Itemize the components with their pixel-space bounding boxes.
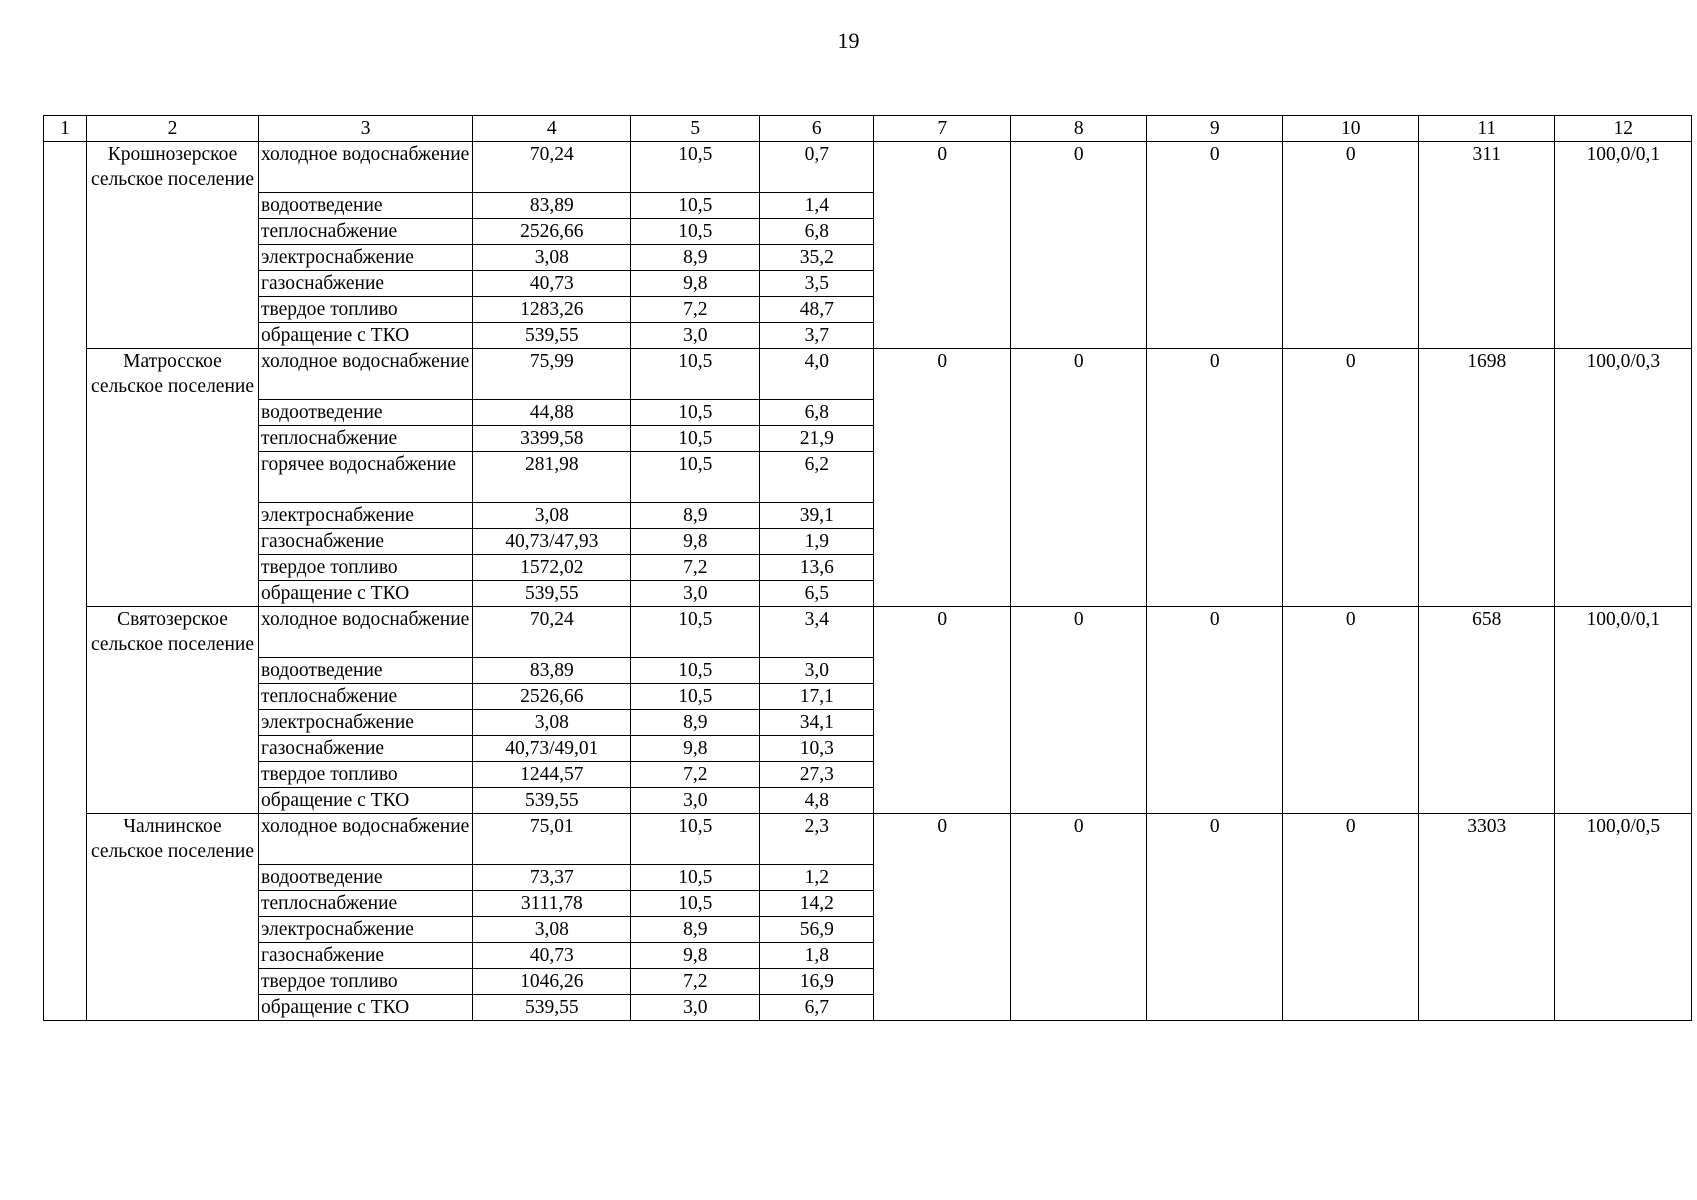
value-cell-c4: 40,73	[473, 943, 631, 969]
value-cell-c6: 34,1	[760, 710, 874, 736]
value-cell-c4: 40,73	[473, 271, 631, 297]
value-cell-c4: 3,08	[473, 710, 631, 736]
service-name: электроснабжение	[259, 503, 473, 529]
value-cell-c5: 9,8	[631, 736, 760, 762]
value-cell-c5: 9,8	[631, 529, 760, 555]
value-cell-c5: 7,2	[631, 297, 760, 323]
service-name: электроснабжение	[259, 710, 473, 736]
value-cell-c6: 48,7	[760, 297, 874, 323]
value-cell-c6: 6,8	[760, 400, 874, 426]
service-name: электроснабжение	[259, 245, 473, 271]
group-value-cell-c12: 100,0/0,1	[1555, 607, 1692, 814]
value-cell-c5: 7,2	[631, 762, 760, 788]
value-cell-c4: 83,89	[473, 193, 631, 219]
value-cell-c6: 2,3	[760, 814, 874, 865]
service-name: обращение с ТКО	[259, 788, 473, 814]
value-cell-c5: 10,5	[631, 891, 760, 917]
value-cell-c4: 281,98	[473, 452, 631, 503]
service-name: твердое топливо	[259, 555, 473, 581]
header-cell: 8	[1011, 116, 1147, 142]
value-cell-c6: 6,8	[760, 219, 874, 245]
header-cell: 12	[1555, 116, 1692, 142]
service-name: твердое топливо	[259, 762, 473, 788]
header-cell: 5	[631, 116, 760, 142]
value-cell-c5: 8,9	[631, 710, 760, 736]
value-cell-c5: 3,0	[631, 581, 760, 607]
value-cell-c4: 40,73/47,93	[473, 529, 631, 555]
value-cell-c4: 3,08	[473, 245, 631, 271]
value-cell-c6: 3,7	[760, 323, 874, 349]
value-cell-c6: 6,5	[760, 581, 874, 607]
value-cell-c5: 8,9	[631, 245, 760, 271]
value-cell-c5: 7,2	[631, 969, 760, 995]
value-cell-c5: 3,0	[631, 323, 760, 349]
service-name: теплоснабжение	[259, 684, 473, 710]
table-body	[44, 116, 1692, 1021]
group-value-cell-c12: 100,0/0,3	[1555, 349, 1692, 607]
value-cell-c6: 0,7	[760, 142, 874, 193]
value-cell-c6: 35,2	[760, 245, 874, 271]
service-name: твердое топливо	[259, 969, 473, 995]
value-cell-c6: 10,3	[760, 736, 874, 762]
table-row	[44, 607, 1692, 658]
value-cell-c6: 1,9	[760, 529, 874, 555]
service-name: обращение с ТКО	[259, 323, 473, 349]
table-row	[44, 814, 1692, 865]
header-cell: 11	[1419, 116, 1555, 142]
value-cell-c6: 1,4	[760, 193, 874, 219]
value-cell-c4: 75,99	[473, 349, 631, 400]
value-cell-c5: 7,2	[631, 555, 760, 581]
value-cell-c4: 1572,02	[473, 555, 631, 581]
service-name: газоснабжение	[259, 271, 473, 297]
value-cell-c6: 27,3	[760, 762, 874, 788]
service-name: теплоснабжение	[259, 891, 473, 917]
group-value-cell-c11: 311	[1419, 142, 1555, 349]
service-name: электроснабжение	[259, 917, 473, 943]
header-cell: 9	[1147, 116, 1283, 142]
service-name: теплоснабжение	[259, 219, 473, 245]
group-value-cell-c9: 0	[1147, 349, 1283, 607]
group-value-cell-c8: 0	[1011, 814, 1147, 1021]
settlement-name: Матросское сельское поселение	[87, 349, 259, 607]
header-cell: 4	[473, 116, 631, 142]
service-name: горячее водоснабжение	[259, 452, 473, 503]
value-cell-c5: 9,8	[631, 943, 760, 969]
value-cell-c4: 1046,26	[473, 969, 631, 995]
header-cell: 10	[1283, 116, 1419, 142]
group-value-cell-c7: 0	[874, 349, 1011, 607]
value-cell-c6: 13,6	[760, 555, 874, 581]
value-cell-c5: 10,5	[631, 426, 760, 452]
group-value-cell-c10: 0	[1283, 607, 1419, 814]
value-cell-c5: 10,5	[631, 607, 760, 658]
value-cell-c4: 75,01	[473, 814, 631, 865]
value-cell-c6: 1,8	[760, 943, 874, 969]
group-value-cell-c9: 0	[1147, 142, 1283, 349]
header-cell: 2	[87, 116, 259, 142]
service-name: водоотведение	[259, 400, 473, 426]
value-cell-c5: 10,5	[631, 684, 760, 710]
service-name: теплоснабжение	[259, 426, 473, 452]
settlement-name: Крошнозерское сельское поселение	[87, 142, 259, 349]
group-value-cell-c10: 0	[1283, 814, 1419, 1021]
settlement-name: Святозерское сельское поселение	[87, 607, 259, 814]
value-cell-c6: 6,2	[760, 452, 874, 503]
service-name: водоотведение	[259, 865, 473, 891]
group-value-cell-c11: 658	[1419, 607, 1555, 814]
value-cell-c4: 3,08	[473, 917, 631, 943]
group-value-cell-c9: 0	[1147, 814, 1283, 1021]
value-cell-c6: 14,2	[760, 891, 874, 917]
service-name: обращение с ТКО	[259, 581, 473, 607]
value-cell-c4: 70,24	[473, 607, 631, 658]
value-cell-c4: 539,55	[473, 323, 631, 349]
value-cell-c5: 10,5	[631, 219, 760, 245]
service-name: газоснабжение	[259, 943, 473, 969]
value-cell-c6: 39,1	[760, 503, 874, 529]
value-cell-c5: 10,5	[631, 349, 760, 400]
tariff-table	[43, 115, 1692, 1021]
value-cell-c6: 16,9	[760, 969, 874, 995]
value-cell-c5: 9,8	[631, 271, 760, 297]
settlement-name: Чалнинское сельское поселение	[87, 814, 259, 1021]
group-value-cell-c8: 0	[1011, 607, 1147, 814]
header-cell: 1	[44, 116, 87, 142]
group-value-cell-c9: 0	[1147, 607, 1283, 814]
row-number-cell	[44, 142, 87, 1021]
value-cell-c5: 10,5	[631, 400, 760, 426]
value-cell-c4: 539,55	[473, 581, 631, 607]
value-cell-c6: 3,4	[760, 607, 874, 658]
group-value-cell-c7: 0	[874, 142, 1011, 349]
value-cell-c4: 1283,26	[473, 297, 631, 323]
group-value-cell-c7: 0	[874, 814, 1011, 1021]
service-name: холодное водоснабжение	[259, 814, 473, 865]
table-row	[44, 142, 1692, 193]
value-cell-c6: 21,9	[760, 426, 874, 452]
value-cell-c6: 4,8	[760, 788, 874, 814]
header-cell: 6	[760, 116, 874, 142]
value-cell-c4: 44,88	[473, 400, 631, 426]
value-cell-c6: 3,5	[760, 271, 874, 297]
value-cell-c6: 6,7	[760, 995, 874, 1021]
service-name: обращение с ТКО	[259, 995, 473, 1021]
service-name: водоотведение	[259, 193, 473, 219]
value-cell-c4: 2526,66	[473, 684, 631, 710]
value-cell-c4: 3,08	[473, 503, 631, 529]
value-cell-c6: 1,2	[760, 865, 874, 891]
group-value-cell-c8: 0	[1011, 142, 1147, 349]
page-number: 19	[837, 28, 860, 53]
group-value-cell-c12: 100,0/0,1	[1555, 142, 1692, 349]
group-value-cell-c11: 3303	[1419, 814, 1555, 1021]
value-cell-c4: 70,24	[473, 142, 631, 193]
group-value-cell-c11: 1698	[1419, 349, 1555, 607]
value-cell-c4: 3111,78	[473, 891, 631, 917]
value-cell-c5: 3,0	[631, 995, 760, 1021]
group-value-cell-c10: 0	[1283, 142, 1419, 349]
value-cell-c6: 3,0	[760, 658, 874, 684]
group-value-cell-c7: 0	[874, 607, 1011, 814]
value-cell-c5: 10,5	[631, 193, 760, 219]
value-cell-c6: 4,0	[760, 349, 874, 400]
value-cell-c4: 539,55	[473, 995, 631, 1021]
group-value-cell-c8: 0	[1011, 349, 1147, 607]
value-cell-c5: 10,5	[631, 452, 760, 503]
value-cell-c5: 8,9	[631, 917, 760, 943]
table-row	[44, 349, 1692, 400]
value-cell-c5: 3,0	[631, 788, 760, 814]
service-name: холодное водоснабжение	[259, 349, 473, 400]
value-cell-c6: 56,9	[760, 917, 874, 943]
header-row	[44, 116, 1692, 142]
value-cell-c5: 8,9	[631, 503, 760, 529]
value-cell-c4: 40,73/49,01	[473, 736, 631, 762]
value-cell-c5: 10,5	[631, 865, 760, 891]
value-cell-c4: 73,37	[473, 865, 631, 891]
service-name: холодное водоснабжение	[259, 607, 473, 658]
service-name: газоснабжение	[259, 736, 473, 762]
value-cell-c4: 2526,66	[473, 219, 631, 245]
value-cell-c4: 3399,58	[473, 426, 631, 452]
group-value-cell-c12: 100,0/0,5	[1555, 814, 1692, 1021]
value-cell-c5: 10,5	[631, 814, 760, 865]
value-cell-c5: 10,5	[631, 658, 760, 684]
group-value-cell-c10: 0	[1283, 349, 1419, 607]
value-cell-c4: 1244,57	[473, 762, 631, 788]
value-cell-c6: 17,1	[760, 684, 874, 710]
header-cell: 3	[259, 116, 473, 142]
service-name: твердое топливо	[259, 297, 473, 323]
service-name: холодное водоснабжение	[259, 142, 473, 193]
value-cell-c4: 539,55	[473, 788, 631, 814]
service-name: газоснабжение	[259, 529, 473, 555]
header-cell: 7	[874, 116, 1011, 142]
value-cell-c5: 10,5	[631, 142, 760, 193]
value-cell-c4: 83,89	[473, 658, 631, 684]
service-name: водоотведение	[259, 658, 473, 684]
